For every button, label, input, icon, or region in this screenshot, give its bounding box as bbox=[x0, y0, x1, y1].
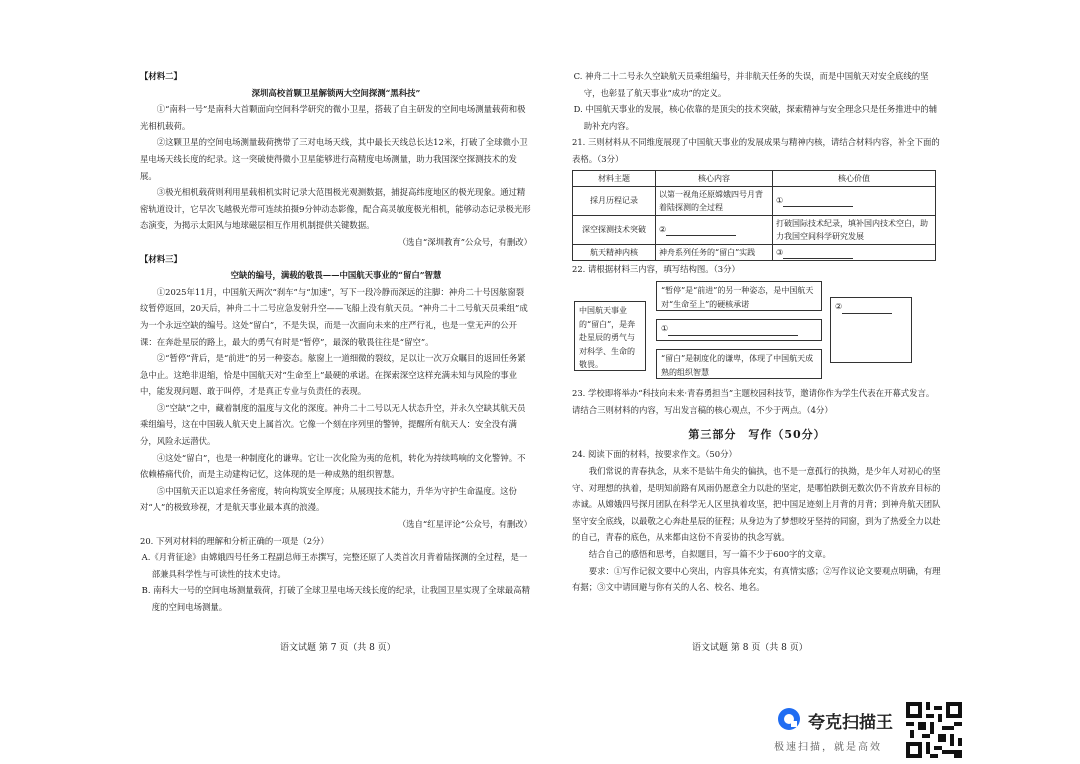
table-cell: 深空探测技术突破 bbox=[573, 215, 656, 244]
right-page-footer: 语文试题 第 8 页（共 8 页） bbox=[692, 643, 808, 653]
table-row bbox=[573, 244, 936, 260]
table-cell: 以第一视角还原嫦娥四号月背着陆探测的全过程 bbox=[656, 186, 773, 215]
material-2-source: （选自“深圳教育”公众号，有删改） bbox=[397, 236, 532, 247]
question-24: 24. 阅读下面的材料，按要求作文。（50分） bbox=[572, 449, 737, 460]
question-24-task: 结合自己的感悟和思考，自拟题目，写一篇不少于600字的文章。 bbox=[588, 548, 831, 559]
question-20-option-d: D. 中国航天事业的发展，核心依靠的是顶尖的技术突破，探索精神与安全理念只是任务推进中的辅助补充内容。 bbox=[573, 104, 938, 131]
table-header-cell: 核心价值 bbox=[773, 170, 936, 186]
part-3-heading: 第三部分 写作（50分） bbox=[688, 428, 826, 442]
material-2-title: 深圳高校首颗卫星解锁两大空间探测“黑科技” bbox=[251, 87, 421, 98]
diagram-left-box: 中国航天事业的“留白”，是奔赴星辰的勇气与对科学、生命的敬畏。 bbox=[574, 301, 646, 371]
table-cell-answer-blank[interactable]: ③ bbox=[773, 244, 936, 260]
table-cell: 航天精神内核 bbox=[573, 244, 656, 260]
question-24-material: 我们常说的青春执念，从来不是钻牛角尖的偏执，也不是一意孤行的执拗，是少年人对初心的坚守、对理想的执着，是明知前路有风雨仍愿意全力以赴的坚定，是哪怕跌倒无数次仍不肯放弃目标的赤诚。从嫦娥四号探月团队在科学无人区里执着攻坚，把中国足迹刻上月背的月背；到神舟航天团队坚守安全底线，以最敬之心奔赴星辰的征程；从身边为了梦想咬牙坚持的同窗，到为了热爱全力以赴的自己，青春的底色，从来都由这份不肯妥协的执念写就。 bbox=[572, 465, 941, 543]
structure-diagram bbox=[572, 279, 942, 385]
material-3-para-3: ③“空缺”之中，藏着制度的温度与文化的深度。神舟二十二号以无人状态升空，并永久空缺其航天员乘组编号，这在中国载人航天史上属首次。它像一个刻在序列里的警钟，提醒所有航天人：安全没有满分，风险永远潜伏。 bbox=[140, 402, 526, 447]
scanner-logo-icon bbox=[776, 706, 802, 732]
material-3-para-2: ②“暂停”背后，是“前进”的另一种姿态。舷窗上一道细微的裂纹，足以让一次万众瞩目的返回任务紧急中止。这绝非退缩，恰是中国航天对“生命至上”最硬的承诺。在探索深空这样充满未知与风险的事业中，能发现问题、敢于叫停，才是真正专业与负责任的表现。 bbox=[140, 353, 526, 397]
material-3-source: （选自“红星评论”公众号，有删改） bbox=[397, 519, 532, 530]
table-cell-answer-blank[interactable]: ① bbox=[773, 186, 936, 215]
material-3-para-4: ④这处“留白”，也是一种制度化的谦卑。它让一次化险为夷的危机，转化为持续鸣响的文化警钟。不依赖椿痛代价，而是主动建构记忆，这体现的是一种成熟的组织智慧。 bbox=[140, 452, 526, 480]
table-cell-answer-blank[interactable]: ② bbox=[656, 215, 773, 244]
table-header-cell: 材料主题 bbox=[573, 170, 656, 186]
table-row bbox=[573, 215, 936, 244]
material-3-title: 空缺的编号，满载的敬畏——中国航天事业的“留白”智慧 bbox=[230, 270, 442, 281]
diagram-right-box[interactable]: ② bbox=[830, 297, 912, 363]
table-cell: 打破国际技术纪录，填补国内技术空白，助力我国空间科学研究发展 bbox=[773, 215, 936, 244]
question-24-requirements: 要求：①写作记叙文要中心突出，内容具体充实，有真情实感；②写作议论文要观点明确，有理有据；③文中请回避与你有关的人名、校名、地名。 bbox=[572, 565, 941, 593]
question-21: 21. 三则材料从不同维度展现了中国航天事业的发展成果与精神内核，请结合材料内容，补全下面的表格。（3分） bbox=[572, 137, 940, 164]
material-3-para-5: ⑤中国航天正以追求任务密度，转向构筑安全厚度；从展现技术能力，升华为守护生命温度。这份对“人”的极致珍视，才是航天事业最本真的浪漫。 bbox=[140, 485, 517, 513]
question-22: 22. 请根据材料三内容，填写结构图。（3分） bbox=[572, 263, 740, 274]
question-23: 23. 学校即将举办“科技向未来·青春勇担当”主题校园科技节，邀请你作为学生代表在开幕式发言。请结合三则材料的内容，写出发言稿的核心观点，不少于两点。（4分） bbox=[572, 388, 935, 415]
left-page-footer: 语文试题 第 7 页（共 8 页） bbox=[280, 643, 396, 653]
table-cell: 神舟系列任务的“留白”实践 bbox=[656, 244, 773, 260]
scanner-slogan: 极速扫描，就是高效 bbox=[774, 742, 882, 753]
material-2-para-1: ①“南科一号”是南科大首颗面向空间科学研究的微小卫星，搭载了自主研发的空间电场测量载荷和极光相机载荷。 bbox=[140, 104, 526, 131]
material-2-para-2: ②这颗卫星的空间电场测量载荷携带了三对电场天线，其中最长天线总长达12米，打破了全球微小卫星电场天线长度的纪录。这一突破使得微小卫星能够进行高精度电场测量，助力我国深空探测技术的发展。 bbox=[140, 137, 528, 181]
scanner-brand-name: 夸克扫描王 bbox=[808, 713, 893, 733]
diagram-middle-box[interactable]: ① bbox=[656, 319, 822, 341]
material-2-para-3: ③极光相机载荷则利用星载相机实时记录大范围极光观测数据，捕捉高纬度地区的极光现象。通过精密轨道设计，它早次飞越极光带可连续拍摄9分钟动态影像，配合高灵敏度极光相机，能够动态记录极光形态演变，为揭示太阳风与地球磁层相互作用机制提供关键数据。 bbox=[140, 187, 531, 231]
qr-code bbox=[906, 702, 962, 758]
material-3-para-1: ①2025年11月，中国航天两次“刹车”与“加速”，写下一段冷静而深远的注脚：神舟二十号因舷窗裂纹暂停返回，20天后，神舟二十二号应急发射升空——飞船上没有航天员。“神舟二十二号航天员乘组”成为一个永远空缺的编号。这处“留白”，不是失误，而是一次面向未来的庄严行礼，也是一堂无声的公开课：在奔赴星辰的路上，最大的勇气有时是“暂停”，最深的敬畏往往是“留空”。 bbox=[140, 286, 528, 347]
question-20-option-b: B. 南科大一号的空间电场测量载荷，打破了全球卫星电场天线长度的纪录，让我国卫星实现了全球最高精度的空间电场测量。 bbox=[141, 585, 531, 612]
diagram-top-box: “暂停”是“前进”的另一种姿态，是中国航天对“生命至上”的硬核承诺 bbox=[656, 281, 822, 311]
question-20-option-a: A.《月背征途》由嫦娥四号任务工程副总师王赤撰写，完整还原了人类首次月背着陆探测的全过程，是一部兼具科学性与可读性的技术史诗。 bbox=[141, 552, 528, 579]
question-21-table bbox=[572, 170, 936, 261]
table-header-row bbox=[573, 170, 936, 186]
table-header-cell: 核心内容 bbox=[656, 170, 773, 186]
material-2-heading: 【材料二】 bbox=[140, 71, 182, 81]
question-20: 20. 下列对材料的理解和分析正确的一项是（2分） bbox=[140, 535, 329, 546]
question-20-option-c: C. 神舟二十二号永久空缺航天员乘组编号，并非航天任务的失误，而是中国航天对安全底线的坚守，也彰显了航天事业“成功”的定义。 bbox=[573, 71, 929, 98]
table-cell: 採月历程记录 bbox=[573, 186, 656, 215]
right-page bbox=[572, 68, 942, 596]
diagram-bottom-box: “留白”是制度化的谦卑，体现了中国航天成熟的组织智慧 bbox=[656, 349, 822, 379]
material-3-heading: 【材料三】 bbox=[140, 253, 182, 264]
table-row bbox=[573, 186, 936, 215]
left-page bbox=[140, 68, 532, 616]
